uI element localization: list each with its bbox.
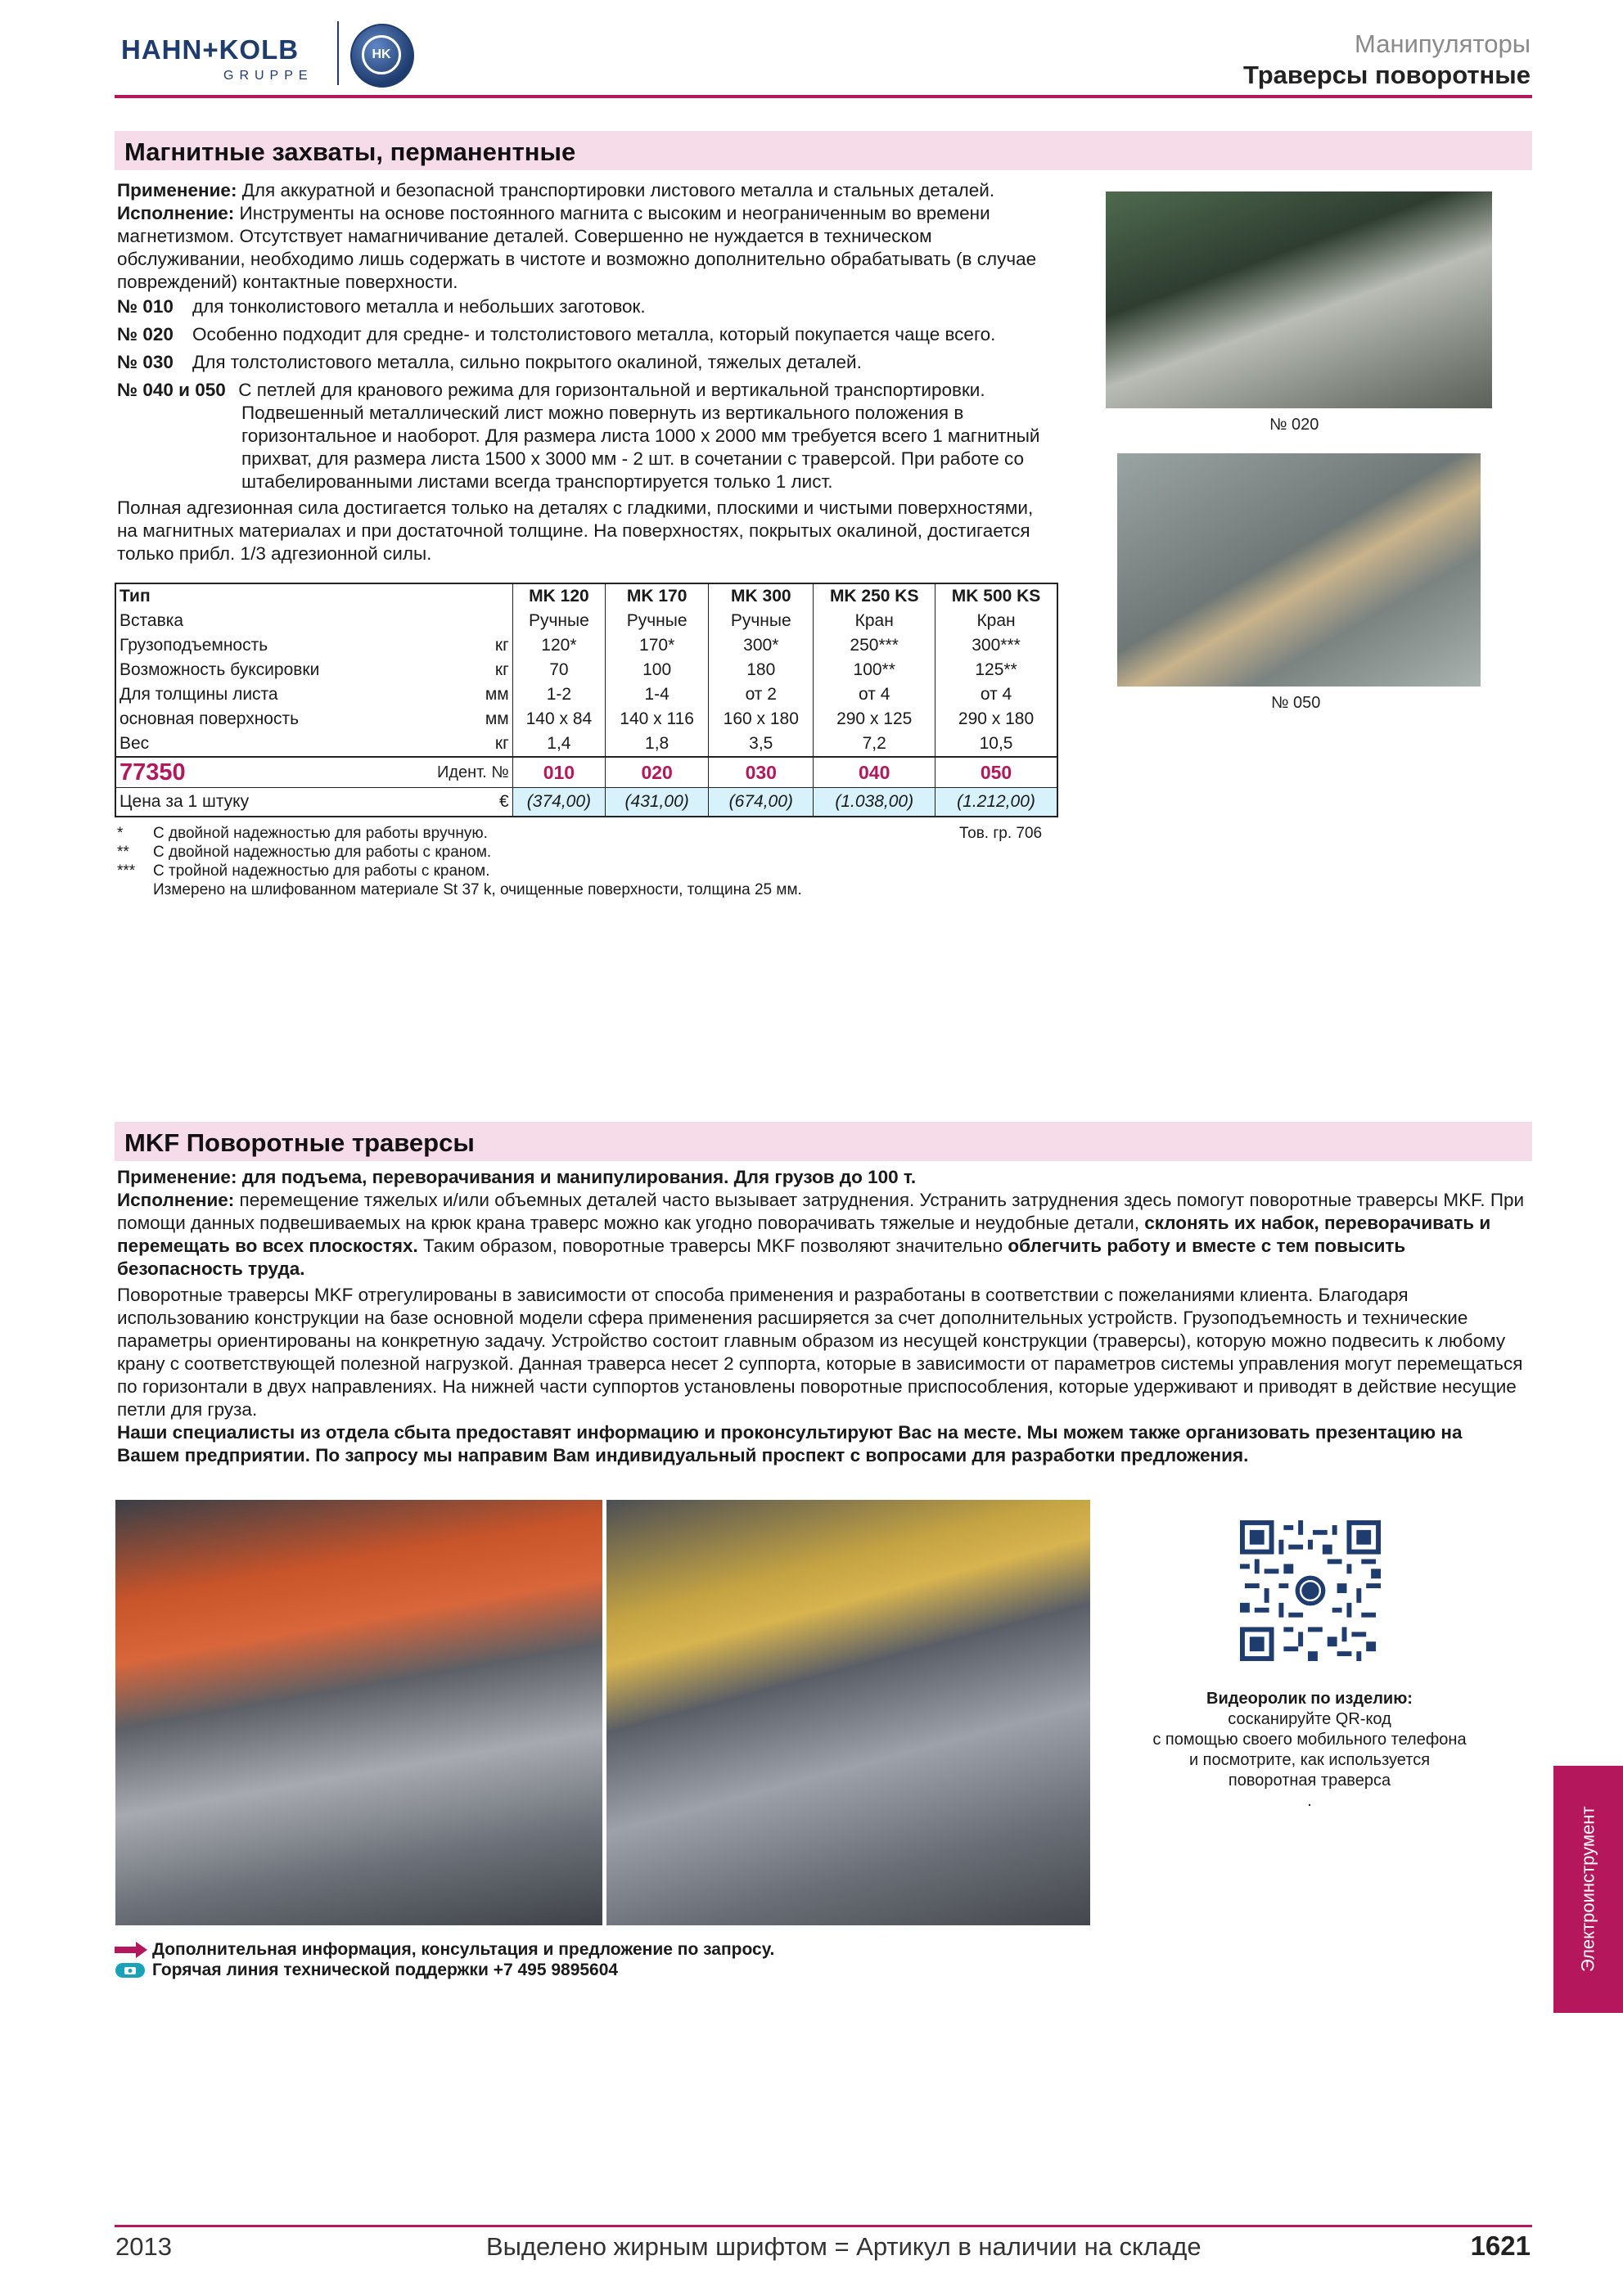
price-cell: (1.038,00): [814, 788, 935, 817]
ident-code[interactable]: 030: [709, 757, 814, 788]
table-cell: кг: [494, 734, 509, 753]
footnote: Измерено на шлифованном материале St 37 k, очищенные поверхности, толщина 25 мм.: [153, 881, 802, 898]
mkf-consult-paragraph: Наши специалисты из отдела сбыта предоставят информацию и проконсультируют Вас на месте. Мы можем также организовать презентацию на Вашем предприятии. По запросу мы направим Вам индивидуальный проспект с вопросами для разработки предложения.: [117, 1422, 1463, 1465]
table-cell: Возможность буксировки: [119, 660, 320, 679]
mkf-photo-left: [115, 1500, 602, 1925]
category-title: Манипуляторы: [1355, 29, 1531, 58]
table-cell: 1-2: [512, 682, 605, 707]
table-cell: мм: [485, 709, 509, 728]
ident-code[interactable]: 050: [935, 757, 1057, 788]
footnote: *** С тройной надежностью для работы с краном.: [117, 862, 490, 880]
photo-caption-050: № 050: [1271, 694, 1321, 712]
table-cell: 140 x 84: [512, 707, 605, 732]
table-cell: 180: [709, 658, 814, 682]
table-cell: 300*: [709, 633, 814, 658]
video-line: .: [1307, 1792, 1312, 1810]
list-item: № 010 для тонколистового металла и небольших заготовок.: [117, 296, 646, 317]
spec-table: [115, 583, 1058, 817]
table-cell: MK 120: [512, 583, 605, 609]
info-line: Дополнительная информация, консультация и предложение по запросу.: [115, 1940, 774, 1960]
logo-divider: [337, 21, 339, 85]
brand-logo-text: HAHN+KOLB: [121, 34, 300, 65]
table-cell: мм: [485, 685, 509, 704]
table-cell: 140 x 116: [606, 707, 709, 732]
table-cell: 170*: [606, 633, 709, 658]
table-cell: основная поверхность: [119, 709, 300, 728]
table-row: [115, 732, 1057, 757]
table-cell: 7,2: [814, 732, 935, 757]
table-cell: 290 x 180: [935, 707, 1057, 732]
table-cell: Идент. №: [434, 757, 512, 788]
table-cell: 250***: [814, 633, 935, 658]
table-cell: Грузоподъемность: [119, 636, 268, 655]
table-cell: Вставка: [119, 611, 184, 630]
video-title: Видеоролик по изделию:: [1206, 1690, 1413, 1708]
table-row: [115, 633, 1057, 658]
header-divider: [115, 95, 1532, 98]
table-cell: Тип: [119, 587, 151, 606]
table-cell: 3,5: [709, 732, 814, 757]
table-cell: 1,4: [512, 732, 605, 757]
table-cell: 300***: [935, 633, 1057, 658]
section-title-mkf: MKF Поворотные траверсы: [124, 1128, 475, 1157]
table-cell: MK 250 KS: [814, 583, 935, 609]
table-row: [115, 583, 1057, 609]
footnote: * С двойной надежностью для работы вручную.: [117, 825, 488, 842]
table-cell: Для толщины листа: [119, 685, 278, 704]
table-row: [115, 707, 1057, 732]
table-cell: Кран: [935, 609, 1057, 633]
table-cell: 100**: [814, 658, 935, 682]
product-photo-050: [1117, 453, 1481, 687]
brand-logo-subtext: GRUPPE: [223, 69, 313, 83]
magnets-description: [117, 179, 1058, 565]
ident-code[interactable]: 010: [512, 757, 605, 788]
list-item: № 020 Особенно подходит для средне- и толстолистового металла, который покупается чаще всего.: [117, 324, 996, 344]
table-cell: Кран: [814, 609, 935, 633]
table-row-price: [115, 788, 1057, 817]
arrow-right-icon: [115, 1942, 147, 1958]
table-cell: 125**: [935, 658, 1057, 682]
qr-code-icon[interactable]: [1240, 1520, 1381, 1661]
table-cell: 120*: [512, 633, 605, 658]
mkf-photo-right: [606, 1500, 1090, 1925]
table-cell: Ручные: [709, 609, 814, 633]
table-cell: €: [434, 788, 512, 817]
table-cell: Ручные: [606, 609, 709, 633]
photo-caption-020: № 020: [1269, 416, 1319, 434]
table-cell: Цена за 1 штуку: [115, 788, 434, 817]
table-row: [115, 682, 1057, 707]
list-item: № 040 и 050 С петлей для кранового режима для горизонтальной и вертикальной транспортировки. Подвешенный металлический лист можно повернуть из вертикального положения в горизонтальное и наоборот. Для размера листа 1000 x 2000 мм требуется всего 1 магнитный прихват, для размера листа 1500 x 3000 мм - 2 шт. в сочетании с траверсой. При работе со штабелированными листами всегда транспортируется только 1 лист.: [117, 380, 1040, 492]
table-cell: от 4: [935, 682, 1057, 707]
side-tab-label: Электроинструмент: [1577, 1806, 1598, 1973]
video-line: с помощью своего мобильного телефона: [1152, 1731, 1467, 1749]
mkf-description: [117, 1166, 1529, 1467]
adhesion-paragraph: Полная адгезионная сила достигается только на деталях с гладкими, плоскими и чистыми поверхностями, на магнитных материалах и при достаточной толщине. На поверхностях, покрытых окалиной, достигается только прибл. 1/3 адгезионной силы.: [117, 497, 1034, 564]
video-info: [1129, 1689, 1490, 1812]
section-title-magnets: Магнитные захваты, перманентные: [124, 137, 576, 166]
article-number: 77350: [115, 757, 434, 788]
video-line: и посмотрите, как используется: [1188, 1751, 1431, 1769]
ident-code[interactable]: 020: [606, 757, 709, 788]
phone-icon: [115, 1961, 147, 1979]
table-cell: от 4: [814, 682, 935, 707]
footnote: ** С двойной надежностью для работы с краном.: [117, 844, 492, 861]
table-cell: 160 x 180: [709, 707, 814, 732]
hk-logo-mark: HK: [362, 35, 401, 74]
table-cell: Вес: [119, 734, 150, 753]
hotline-line: Горячая линия технической поддержки +7 495 9895604: [115, 1961, 618, 1980]
price-cell: (431,00): [606, 788, 709, 817]
table-cell: 10,5: [935, 732, 1057, 757]
table-row: [115, 658, 1057, 682]
table-cell: MK 170: [606, 583, 709, 609]
table-row-ident: [115, 757, 1057, 788]
qr-code-graphic: [1240, 1520, 1381, 1661]
subcategory-title: Траверсы поворотные: [1242, 61, 1531, 89]
table-cell: 1,8: [606, 732, 709, 757]
mkf-execution: Исполнение: перемещение тяжелых и/или объемных деталей часто вызывает затруднения. Устранить затруднения здесь помогут поворотные траверсы MKF. При помощи данных подвешиваемых на крюк крана траверс можно как угодно поворачивать тяжелые и неудобные детали, склонять их набок, переворачивать и перемещать во всех плоскостях. Таким образом, поворотные траверсы MKF позволяют значительно облегчить работу и вместе с тем повысить безопасность труда.: [117, 1190, 1525, 1279]
price-cell: (374,00): [512, 788, 605, 817]
product-photo-020: [1106, 191, 1492, 408]
mkf-paragraph: Поворотные траверсы MKF отрегулированы в зависимости от способа применения и разработаны в соответствии с пожеланиями клиента. Благодаря использованию конструкции на базе основной модели сфера применения расширяется за счет дополнительных устройств. Грузоподъемность и технические параметры ориентированы на конкретную задачу. Устройство состоит главным образом из несущей конструкции (траверсы), которую можно подвесить к любому крану с соответствующей полезной нагрузкой. Данная траверса несет 2 суппорта, которые в зависимости от параметров системы управления могут перемещаться по горизонтали в двух направлениях. На нижней части суппортов установлены поворотные приспособления, которые удерживают и приводят в действие несущие петли для груза.: [117, 1285, 1523, 1420]
ident-code[interactable]: 040: [814, 757, 935, 788]
application-paragraph: Применение: Для аккуратной и безопасной транспортировки листового металла и стальных деталей.: [117, 180, 995, 200]
list-item: № 030 Для толстолистового металла, сильно покрытого окалиной, тяжелых деталей.: [117, 352, 862, 372]
table-cell: Ручные: [512, 609, 605, 633]
page-number: 1621: [1470, 2231, 1531, 2261]
table-cell: 1-4: [606, 682, 709, 707]
footer-year: 2013: [115, 2232, 172, 2261]
table-cell: [434, 609, 512, 633]
video-line: сосканируйте QR-код: [1228, 1710, 1391, 1728]
product-group: Тов. гр. 706: [959, 825, 1043, 842]
table-cell: кг: [494, 636, 509, 655]
footer-divider: [115, 2225, 1532, 2227]
table-cell: 70: [512, 658, 605, 682]
price-cell: (1.212,00): [935, 788, 1057, 817]
table-cell: 100: [606, 658, 709, 682]
footer-legend: Выделено жирным шрифтом = Артикул в наличии на складе: [486, 2232, 1201, 2261]
table-cell: MK 300: [709, 583, 814, 609]
execution-paragraph: Исполнение: Инструменты на основе постоянного магнита с высоким и неограниченным во времени магнетизмом. Отсутствует намагничивание деталей. Совершенно не нуждается в техническом обслуживании, необходимо лишь содержать в чистоте и возможно дополнительно обрабатывать (в случае повреждений) контактные поверхности.: [117, 203, 1037, 292]
price-cell: (674,00): [709, 788, 814, 817]
table-cell: кг: [494, 660, 509, 679]
table-cell: MK 500 KS: [935, 583, 1057, 609]
item-list: [117, 295, 1058, 493]
mkf-application: Применение: для подъема, переворачивания и манипулирования. Для грузов до 100 т.: [117, 1167, 917, 1187]
table-cell: от 2: [709, 682, 814, 707]
footnotes: [117, 824, 935, 899]
video-line: поворотная траверса: [1228, 1772, 1391, 1790]
table-cell: 290 x 125: [814, 707, 935, 732]
table-cell: [434, 583, 512, 609]
table-row: [115, 609, 1057, 633]
